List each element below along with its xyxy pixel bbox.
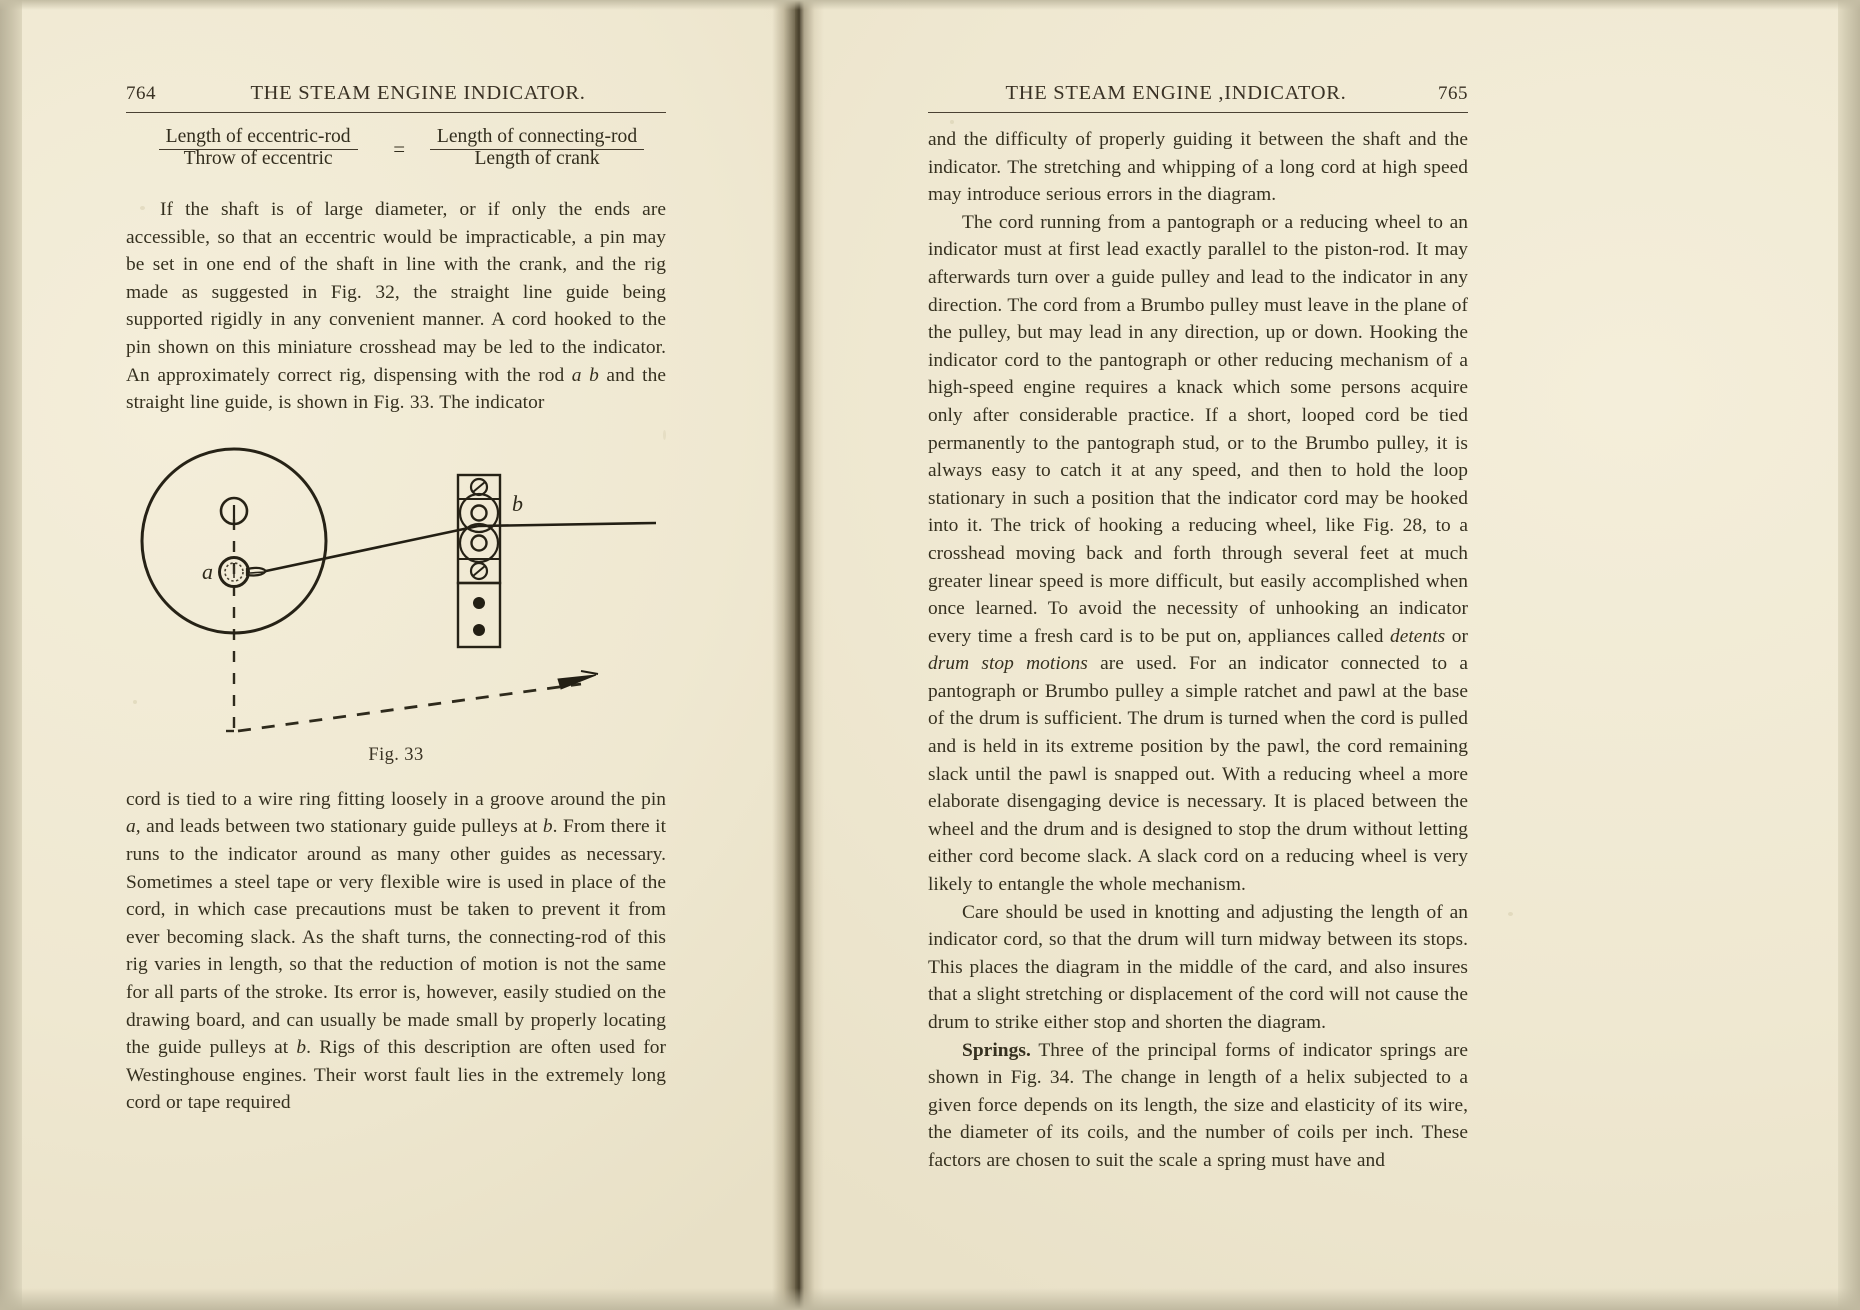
right-paragraph-2-text: The cord running from a pantograph or a reducing wheel to an indicator must at first lead exactly parallel to the piston-rod. It may afterwards turn over a guide pulley and lead to the indicator in any direction. The cord from a Brumbo pulley must leave in the plane of the pulley, but may lead in any direction, up or down. Hooking the indicator cord to the pantograph or other reducing mechanism of a high-speed engine requires a knack which some persons acquire only after considerable practice. If a short, looped cord be tied permanently to the pantograph stud, or to the Brumbo pulley, it is always easy to catch it at any speed, and then to hold the loop stationary in such a position that the indicator cord may be hooked into it. The trick of hooking a reducing wheel, like Fig. 28, to a crosshead moving back and forth through several feet at much greater linear speed is more difficult, but easily accomplished when once learned. To avoid the necessity of unhooking an indicator every time a fresh card is to be put on, appliances called [928, 211, 1468, 647]
equation-left-fraction [126, 126, 390, 170]
cord-hook-bar [250, 572, 265, 573]
right-paragraph-4 [928, 1037, 1468, 1175]
left-paragraph-1 [126, 196, 666, 417]
figure-label-b: b [512, 490, 523, 516]
right-paragraph-4-text: Three of the principal forms of indicator springs are shown in Fig. 34. The change in length of a helix subjected to a given force depends on its length, the size and elasticity of its wire, the diameter of its coils, and the number of coils per inch. These factors are chosen to suit the scale a spring must have and [928, 1039, 1468, 1171]
ratio-equation [126, 126, 666, 170]
left-board-edge [0, 0, 22, 1310]
equation-right-fraction [408, 126, 666, 170]
screw-slot-bottom [473, 566, 485, 576]
figure-label-a: a [202, 558, 213, 584]
right-paragraph-2-cont: or [1445, 625, 1468, 647]
figure-33-drawing [126, 431, 666, 743]
right-paragraph-3: Care should be used in knotting and adjusting the length of an indicator cord, so that the drum will turn midway between its stops. This places the diagram in the middle of the card, and also insures that a slight stretching or displacement of the cord will not cause the drum to strike either stop and shorten the diagram. [928, 901, 1468, 1033]
figure-33 [126, 431, 666, 743]
equation-right-numerator: Length of connecting-rod [430, 126, 644, 150]
right-paragraph-2 [928, 209, 1468, 899]
equation-left-denominator: Throw of eccentric [183, 148, 333, 169]
right-board-edge [1838, 0, 1860, 1310]
right-paragraph-1: and the difficulty of properly guiding it between the shaft and the indicator. The stretching and whipping of a long cord at high speed may introduce serious errors in the diagram. [928, 129, 1468, 206]
equation-right-denominator: Length of crank [474, 148, 600, 169]
left-paragraph-1-cont: and the straight line guide, is shown in Fig. 33. The indicator [126, 364, 666, 414]
right-paragraph-2-italic-drum-stop-motions: drum stop motions [928, 653, 1088, 675]
left-running-head [126, 82, 666, 105]
right-page-column [928, 82, 1468, 1175]
pulley-bracket-lower [458, 583, 500, 647]
right-folio-number: 765 [1438, 83, 1468, 104]
left-page-column [126, 82, 666, 1117]
left-paragraph-2-italic-b1: b [542, 816, 553, 838]
guide-pulley-lower [460, 524, 498, 562]
indicator-cord-dashed [238, 684, 581, 731]
right-paragraph-2-italic-detents: detents [1389, 625, 1446, 647]
guide-pulley-lower-bore [472, 535, 487, 550]
equation-left-numerator: Length of eccentric-rod [159, 126, 358, 150]
left-paragraph-2-text: cord is tied to a wire ring fitting loosely in a groove around the pin [126, 788, 666, 810]
bolt-dot-upper [473, 597, 485, 609]
bottom-board-edge [0, 1288, 1860, 1310]
left-head-rule [126, 112, 666, 113]
paper-speckle [1508, 912, 1513, 916]
right-paragraph-2-cont2: are used. For an indicator connected to a pantograph or Brumbo pulley a simple ratchet and pawl at the base of the drum is sufficient. The drum is turned when the cord is pulled and is held in its extreme position by the pawl, the cord remaining slack until the pawl is snapped out. With a reducing wheel a more elaborate disengaging device is necessary. It is placed between the wheel and the drum and is designed to stop the drum without letting either cord become slack. A slack cord on a reducing wheel is very likely to entangle the whole mechanism. [928, 653, 1468, 896]
arrowhead-barb [581, 671, 598, 674]
left-paragraph-1-text: If the shaft is of large diameter, or if only the ends are accessible, so that an eccentric would be impracticable, a pin may be set in one end of the shaft in line with the crank, and the rig made as suggested in Fig. 32, the straight line guide being supported rigidly in any convenient manner. A cord hooked to the pin shown on this miniature crosshead may be led to the indicator. An approximately correct rig, dispensing with the rod [126, 199, 666, 386]
right-running-head [928, 82, 1468, 105]
bolt-dot-lower [473, 624, 485, 636]
left-paragraph-2-italic-a: a, [126, 816, 141, 838]
left-paragraph-2-italic-b2: b [296, 1037, 307, 1059]
cord-beyond-pulleys [478, 523, 656, 526]
left-paragraph-2 [126, 786, 666, 1117]
left-running-head-title: THE STEAM ENGINE INDICATOR. [250, 82, 586, 104]
right-head-rule [928, 112, 1468, 113]
top-board-edge [0, 0, 1860, 10]
right-running-head-title: THE STEAM ENGINE ,INDICATOR. [1005, 82, 1347, 104]
left-paragraph-1-italic: a b [571, 364, 599, 386]
left-paragraph-2-cont: and leads between two stationary guide pulleys at [140, 816, 543, 838]
figure-33-caption: Fig. 33 [368, 744, 424, 765]
left-folio-number: 764 [126, 83, 156, 104]
equation-equals-sign: = [393, 136, 406, 161]
indicator-cord-arrowhead [558, 675, 596, 689]
guide-pulley-upper-bore [472, 505, 487, 520]
left-paragraph-2-cont3: . Rigs of this description are often used for Westinghouse engines. Their worst fault lies in the extremely long cord or tape required [126, 1037, 667, 1114]
left-paragraph-2-cont2: . From there it runs to the indicator around as many other guides as necessary. Sometimes a steel tape or very flexible wire is used in place of the cord, in which case precautions must be taken to prevent it from ever becoming slack. As the shaft turns, the connecting-rod of this rig varies in length, so that the reduction of motion is not the same for all parts of the stroke. Its error is, however, easily studied on the drawing board, and can usually be made small by properly locating the guide pulleys at [126, 816, 667, 1059]
springs-lead-in: Springs. [962, 1039, 1031, 1061]
screw-slot-top [473, 482, 485, 492]
cord-to-pulleys [266, 526, 478, 571]
